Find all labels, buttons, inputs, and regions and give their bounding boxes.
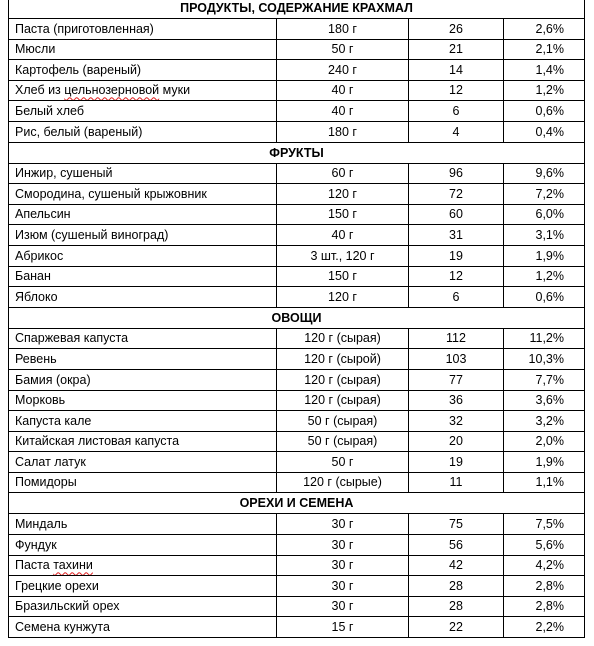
percent-cell: 2,6%: [504, 19, 585, 40]
product-name-cell: Рис, белый (вареный): [9, 121, 277, 142]
table-row: [9, 555, 585, 576]
amount-cell: 96: [409, 163, 504, 184]
amount-cell: 6: [409, 287, 504, 308]
section-header-row: [9, 0, 585, 19]
percent-cell: 0,4%: [504, 121, 585, 142]
section-title: ОРЕХИ И СЕМЕНА: [9, 493, 585, 514]
table-row: [9, 596, 585, 617]
table-row: [9, 121, 585, 142]
percent-cell: 9,6%: [504, 163, 585, 184]
table-row: [9, 617, 585, 638]
table-row: [9, 225, 585, 246]
amount-cell: 19: [409, 452, 504, 473]
percent-cell: 1,2%: [504, 80, 585, 101]
portion-cell: 50 г (сырая): [277, 431, 409, 452]
amount-cell: 14: [409, 60, 504, 81]
portion-cell: 40 г: [277, 225, 409, 246]
amount-cell: 21: [409, 39, 504, 60]
product-name-cell: Фундук: [9, 535, 277, 556]
portion-cell: 30 г: [277, 576, 409, 597]
table-row: [9, 411, 585, 432]
amount-cell: 28: [409, 596, 504, 617]
product-name-cell: Помидоры: [9, 472, 277, 493]
portion-cell: 15 г: [277, 617, 409, 638]
product-name-cell: Бразильский орех: [9, 596, 277, 617]
document-page: [8, 0, 584, 638]
percent-cell: 3,6%: [504, 390, 585, 411]
amount-cell: 11: [409, 472, 504, 493]
product-name-cell: Картофель (вареный): [9, 60, 277, 81]
portion-cell: 40 г: [277, 80, 409, 101]
percent-cell: 4,2%: [504, 555, 585, 576]
portion-cell: 120 г: [277, 184, 409, 205]
percent-cell: 7,5%: [504, 514, 585, 535]
spellcheck-flagged-word: цельнозерновой: [64, 83, 160, 98]
amount-cell: 12: [409, 80, 504, 101]
percent-cell: 5,6%: [504, 535, 585, 556]
table-row: [9, 101, 585, 122]
section-title: ПРОДУКТЫ, СОДЕРЖАНИЕ КРАХМАЛ: [9, 0, 585, 19]
table-row: [9, 535, 585, 556]
amount-cell: 4: [409, 121, 504, 142]
percent-cell: 1,4%: [504, 60, 585, 81]
amount-cell: 32: [409, 411, 504, 432]
percent-cell: 1,9%: [504, 452, 585, 473]
portion-cell: 180 г: [277, 121, 409, 142]
amount-cell: 19: [409, 245, 504, 266]
percent-cell: 6,0%: [504, 204, 585, 225]
table-body: [9, 0, 585, 638]
percent-cell: 0,6%: [504, 101, 585, 122]
portion-cell: 50 г: [277, 39, 409, 60]
percent-cell: 0,6%: [504, 287, 585, 308]
table-row: [9, 184, 585, 205]
product-name-cell: Смородина, сушеный крыжовник: [9, 184, 277, 205]
product-name-cell: Изюм (сушеный виноград): [9, 225, 277, 246]
product-name-cell: Ревень: [9, 349, 277, 370]
amount-cell: 77: [409, 369, 504, 390]
portion-cell: 120 г: [277, 287, 409, 308]
percent-cell: 2,1%: [504, 39, 585, 60]
amount-cell: 75: [409, 514, 504, 535]
amount-cell: 56: [409, 535, 504, 556]
table-row: [9, 576, 585, 597]
amount-cell: 22: [409, 617, 504, 638]
table-row: [9, 163, 585, 184]
percent-cell: 2,2%: [504, 617, 585, 638]
amount-cell: 112: [409, 328, 504, 349]
table-row: [9, 80, 585, 101]
portion-cell: 30 г: [277, 535, 409, 556]
percent-cell: 1,9%: [504, 245, 585, 266]
product-name-cell: Салат латук: [9, 452, 277, 473]
table-row: [9, 287, 585, 308]
product-name-cell: Спаржевая капуста: [9, 328, 277, 349]
spellcheck-flagged-word: тахини: [53, 558, 93, 573]
portion-cell: 3 шт., 120 г: [277, 245, 409, 266]
percent-cell: 2,8%: [504, 576, 585, 597]
product-name-cell: Хлеб из цельнозерновой муки: [9, 80, 277, 101]
table-row: [9, 349, 585, 370]
table-row: [9, 472, 585, 493]
percent-cell: 7,2%: [504, 184, 585, 205]
portion-cell: 120 г (сырая): [277, 328, 409, 349]
product-name-cell: Апельсин: [9, 204, 277, 225]
table-row: [9, 60, 585, 81]
product-name-cell: Бамия (окра): [9, 369, 277, 390]
amount-cell: 28: [409, 576, 504, 597]
product-name-cell: Китайская листовая капуста: [9, 431, 277, 452]
product-name-cell: Капуста кале: [9, 411, 277, 432]
table-row: [9, 369, 585, 390]
product-name-cell: Инжир, сушеный: [9, 163, 277, 184]
percent-cell: 3,2%: [504, 411, 585, 432]
portion-cell: 50 г: [277, 452, 409, 473]
amount-cell: 6: [409, 101, 504, 122]
portion-cell: 120 г (сырые): [277, 472, 409, 493]
percent-cell: 1,2%: [504, 266, 585, 287]
amount-cell: 60: [409, 204, 504, 225]
percent-cell: 7,7%: [504, 369, 585, 390]
percent-cell: 1,1%: [504, 472, 585, 493]
percent-cell: 11,2%: [504, 328, 585, 349]
product-name-cell: Абрикос: [9, 245, 277, 266]
percent-cell: 2,0%: [504, 431, 585, 452]
amount-cell: 72: [409, 184, 504, 205]
table-row: [9, 452, 585, 473]
portion-cell: 120 г (сырая): [277, 369, 409, 390]
product-name-cell: Грецкие орехи: [9, 576, 277, 597]
amount-cell: 103: [409, 349, 504, 370]
amount-cell: 20: [409, 431, 504, 452]
portion-cell: 240 г: [277, 60, 409, 81]
section-title: ФРУКТЫ: [9, 142, 585, 163]
portion-cell: 60 г: [277, 163, 409, 184]
portion-cell: 150 г: [277, 266, 409, 287]
product-name-cell: Мюсли: [9, 39, 277, 60]
product-name-cell: Семена кунжута: [9, 617, 277, 638]
amount-cell: 31: [409, 225, 504, 246]
percent-cell: 10,3%: [504, 349, 585, 370]
product-name-cell: Банан: [9, 266, 277, 287]
amount-cell: 12: [409, 266, 504, 287]
portion-cell: 180 г: [277, 19, 409, 40]
portion-cell: 30 г: [277, 596, 409, 617]
percent-cell: 3,1%: [504, 225, 585, 246]
product-name-cell: Белый хлеб: [9, 101, 277, 122]
section-title: ОВОЩИ: [9, 307, 585, 328]
calcium-content-table: [8, 0, 585, 638]
table-row: [9, 390, 585, 411]
product-name-cell: Миндаль: [9, 514, 277, 535]
portion-cell: 150 г: [277, 204, 409, 225]
table-row: [9, 514, 585, 535]
table-row: [9, 204, 585, 225]
product-name-cell: Паста тахини: [9, 555, 277, 576]
product-name-cell: Паста (приготовленная): [9, 19, 277, 40]
portion-cell: 40 г: [277, 101, 409, 122]
amount-cell: 26: [409, 19, 504, 40]
section-header-row: [9, 142, 585, 163]
table-row: [9, 245, 585, 266]
amount-cell: 36: [409, 390, 504, 411]
amount-cell: 42: [409, 555, 504, 576]
table-row: [9, 266, 585, 287]
portion-cell: 120 г (сырой): [277, 349, 409, 370]
table-row: [9, 328, 585, 349]
portion-cell: 50 г (сырая): [277, 411, 409, 432]
portion-cell: 30 г: [277, 514, 409, 535]
product-name-cell: Морковь: [9, 390, 277, 411]
table-row: [9, 39, 585, 60]
portion-cell: 30 г: [277, 555, 409, 576]
section-header-row: [9, 307, 585, 328]
portion-cell: 120 г (сырая): [277, 390, 409, 411]
product-name-cell: Яблоко: [9, 287, 277, 308]
table-row: [9, 19, 585, 40]
table-row: [9, 431, 585, 452]
percent-cell: 2,8%: [504, 596, 585, 617]
section-header-row: [9, 493, 585, 514]
